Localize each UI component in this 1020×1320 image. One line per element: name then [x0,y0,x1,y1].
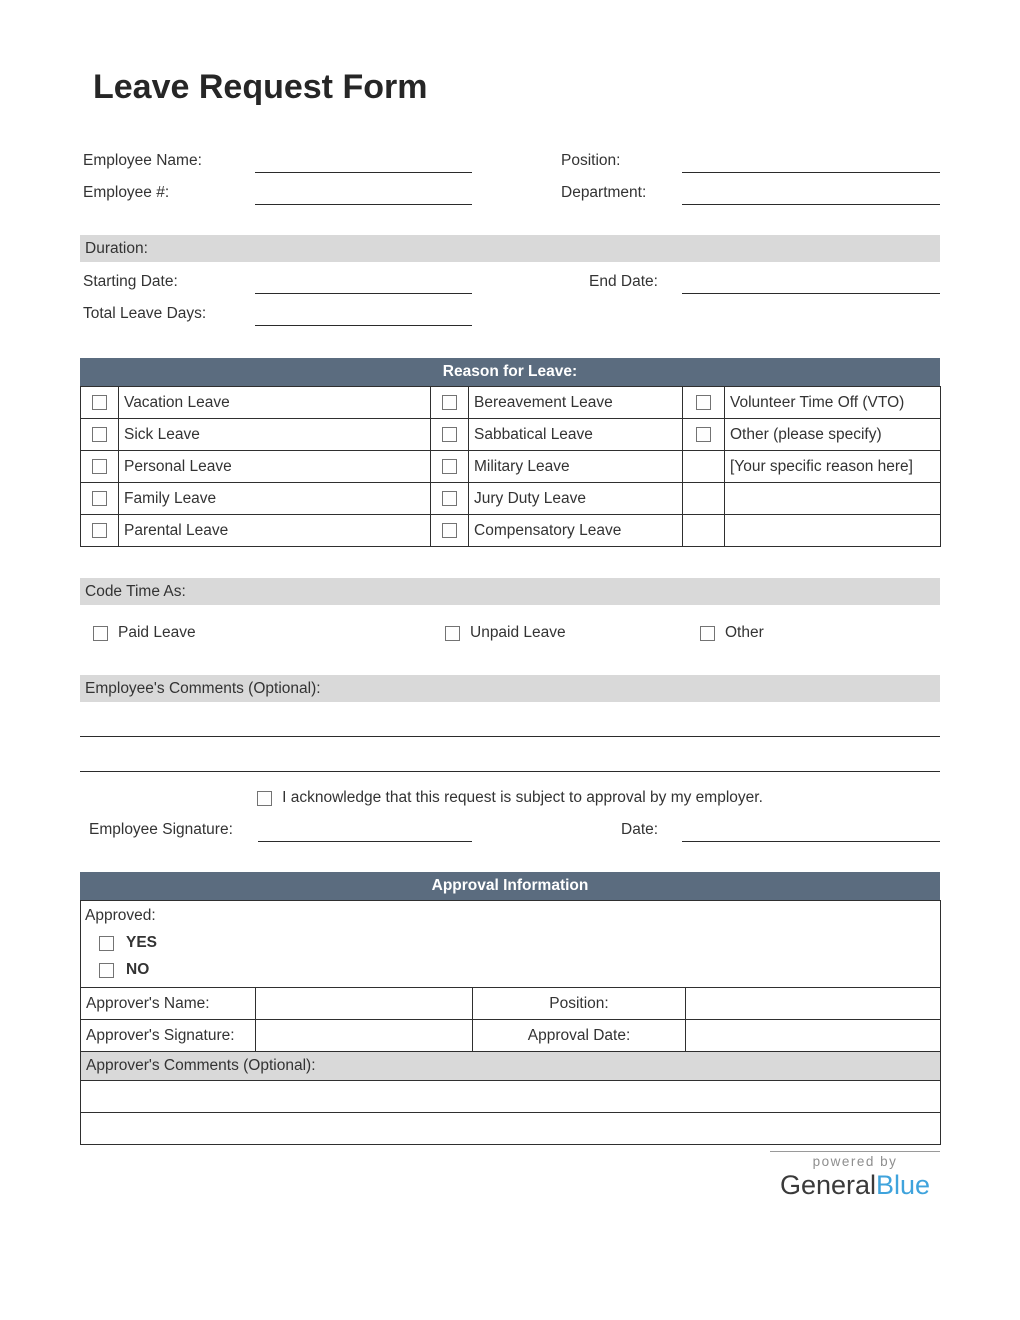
reason-row [81,419,941,451]
reason-checkbox[interactable] [442,427,457,442]
reason-option-label: Family Leave [119,483,431,515]
total-leave-days-label: Total Leave Days: [83,305,207,322]
reason-checkbox[interactable] [92,491,107,506]
reason-checkbox[interactable] [696,395,711,410]
approver-comments-row [81,1113,941,1145]
approval-table [80,900,941,1145]
duration-header: Duration: [80,235,940,262]
date-field[interactable] [682,820,940,842]
reason-option-label: Bereavement Leave [469,387,683,419]
department-field[interactable] [682,183,940,205]
employee-comments-line[interactable] [80,737,940,772]
approver-comments-line[interactable] [81,1113,941,1145]
approved-yes-option [99,934,940,952]
employee-comments-header: Employee's Comments (Optional): [80,675,940,702]
approved-no-label: NO [126,961,150,978]
reason-option-label: Military Leave [469,451,683,483]
reason-checkbox[interactable] [442,395,457,410]
approved-no-option [99,961,940,979]
approver-signature-row [81,1020,941,1052]
unpaid-leave-label: Unpaid Leave [470,624,566,641]
employee-number-label: Employee #: [83,184,170,201]
date-label: Date: [621,821,659,838]
acknowledgement-checkbox[interactable] [257,791,272,806]
reason-option-label: Vacation Leave [119,387,431,419]
reason-option-label: Sabbatical Leave [469,419,683,451]
powered-by-text: powered by [770,1151,940,1169]
position-field[interactable] [682,151,940,173]
reason-checkbox[interactable] [442,491,457,506]
approval-header: Approval Information [80,872,940,900]
employee-signature-label: Employee Signature: [89,821,233,838]
other-checkbox[interactable] [700,626,715,641]
reason-row [81,451,941,483]
approver-name-field[interactable] [256,988,473,1020]
total-leave-days-field[interactable] [255,304,472,326]
employee-info-section [80,141,940,205]
reason-option-label: Volunteer Time Off (VTO) [725,387,941,419]
approval-date-label: Approval Date: [473,1020,686,1052]
employee-name-field[interactable] [255,151,472,173]
specific-reason-field[interactable] [725,515,941,547]
reason-option-label: Parental Leave [119,515,431,547]
approved-row [81,901,941,988]
approved-label: Approved: [85,907,156,924]
end-date-label: End Date: [589,273,658,290]
approver-position-field[interactable] [686,988,941,1020]
reason-header: Reason for Leave: [80,358,940,386]
brand-general: General [779,1170,876,1200]
approver-comments-label: Approver's Comments (Optional): [81,1052,941,1081]
reason-row [81,387,941,419]
reason-option-label: Compensatory Leave [469,515,683,547]
approval-date-field[interactable] [686,1020,941,1052]
specific-reason-field[interactable] [725,483,941,515]
acknowledgement-text: I acknowledge that this request is subject to approval by my employer. [282,789,763,806]
reason-option-label: Jury Duty Leave [469,483,683,515]
employee-signature-field[interactable] [258,820,472,842]
code-time-option [93,624,445,642]
approver-signature-label: Approver's Signature: [81,1020,256,1052]
approver-signature-field[interactable] [256,1020,473,1052]
code-time-option [445,624,700,642]
reason-checkbox[interactable] [92,427,107,442]
brand-blue: Blue [876,1170,931,1200]
page-title: Leave Request Form [93,68,428,106]
reason-row [81,515,941,547]
approved-yes-label: YES [126,934,158,951]
approved-no-checkbox[interactable] [99,963,114,978]
approver-position-label: Position: [473,988,686,1020]
specific-reason-placeholder[interactable]: [Your specific reason here] [725,451,941,483]
reason-checkbox[interactable] [92,523,107,538]
approver-name-label: Approver's Name: [81,988,256,1020]
empty-cell [683,451,725,483]
paid-leave-label: Paid Leave [118,624,196,641]
employee-signature-row [80,810,940,842]
employee-name-row [80,141,940,173]
employee-number-field[interactable] [255,183,472,205]
code-time-option [700,624,940,642]
reason-option-label: Other (please specify) [725,419,941,451]
total-days-row [80,294,940,326]
reason-checkbox[interactable] [92,459,107,474]
approver-comments-header-row [81,1052,941,1081]
reason-option-label: Personal Leave [119,451,431,483]
duration-dates-row [80,262,940,294]
employee-number-row [80,173,940,205]
approver-name-row [81,988,941,1020]
leave-request-form [80,0,940,1201]
approved-yes-checkbox[interactable] [99,936,114,951]
other-label: Other [725,624,764,641]
reason-row [81,483,941,515]
reason-checkbox[interactable] [92,395,107,410]
approver-comments-line[interactable] [81,1081,941,1113]
acknowledgement-row [80,786,940,810]
position-label: Position: [561,152,621,169]
empty-cell [683,515,725,547]
department-label: Department: [561,184,647,201]
reason-checkbox[interactable] [696,427,711,442]
paid-leave-checkbox[interactable] [93,626,108,641]
unpaid-leave-checkbox[interactable] [445,626,460,641]
reason-checkbox[interactable] [442,459,457,474]
starting-date-label: Starting Date: [83,273,178,290]
reason-option-label: Sick Leave [119,419,431,451]
footer-brand [770,1151,940,1201]
code-time-options [80,621,940,645]
reason-table [80,386,941,547]
employee-name-label: Employee Name: [83,152,202,169]
employee-comments-line[interactable] [80,702,940,737]
reason-checkbox[interactable] [442,523,457,538]
end-date-field[interactable] [682,272,940,294]
starting-date-field[interactable] [255,272,472,294]
approver-comments-row [81,1081,941,1113]
code-time-header: Code Time As: [80,578,940,605]
generalblue-logo [770,1169,940,1201]
empty-cell [683,483,725,515]
